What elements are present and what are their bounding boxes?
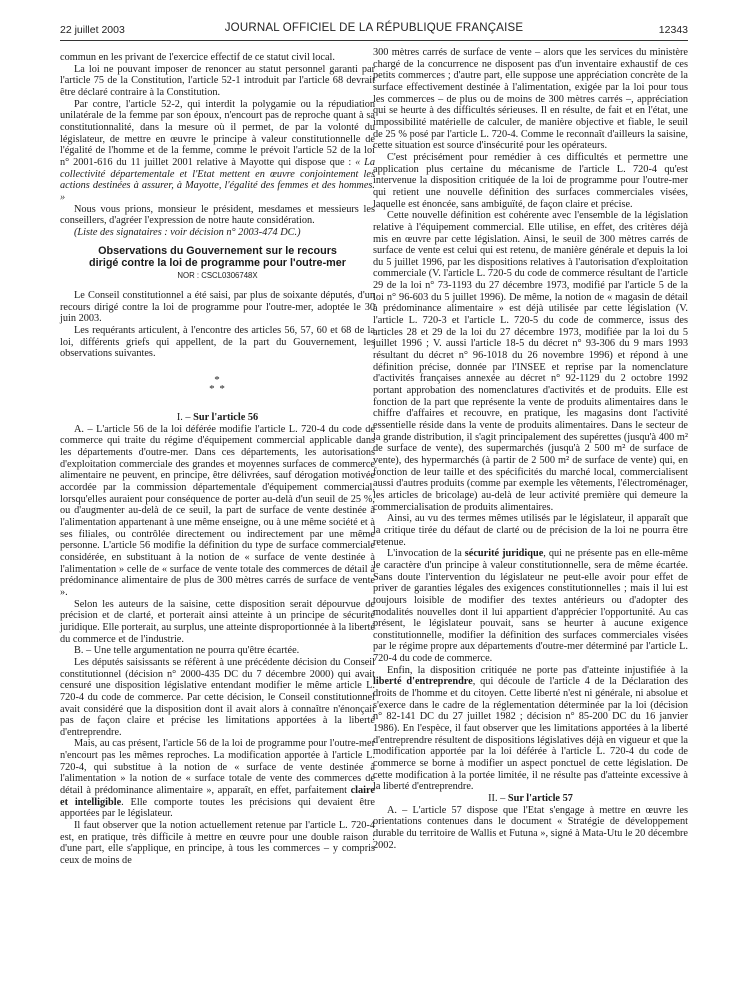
journal-title: JOURNAL OFFICIEL DE LA RÉPUBLIQUE FRANÇAISE [224, 22, 524, 34]
section-number: II. – [488, 793, 508, 804]
paragraph [373, 548, 688, 665]
paragraph [60, 738, 375, 820]
page-header [60, 22, 688, 40]
paragraph: Les requérants articulent, à l'encontre des articles 56, 57, 60 et 68 de la loi, différents griefs qui appellent, de la part du Gouvernement, les observations suivantes. [60, 325, 375, 360]
paragraph: Les députés saisissants se réfèrent à une précédente décision du Conseil constitutionnel (décision n° 2000-435 DC du 7 décembre 2000) qui avait censuré une disposition législative entendant modifier le même article L. 720-4 du code de commerce. Par cette décision, le Conseil constitutionnel avait considéré que la disposition dont il avait alors à connaître n'énonçait pas de façon claire et précise les limitations apportées à la liberté d'entreprendre. [60, 656, 375, 738]
emphasis: sécurité juridique [464, 548, 544, 560]
paragraph: A. – L'article 56 de la loi déférée modifie l'article L. 720-4 du code de commerce qui traite du régime d'équipement commercial applicable dans les départements d'outre-mer. Dans ces départements, les autorisations d'exploitation commerciale des grandes et moyennes surfaces de commerce alimentaire ne peuvent, en principe, être délivrées, sauf dérogation motivée accordée par la commission départementale d'équipement commercial, lorsqu'elles auraient pour conséquence de porter au-delà d'un seuil de 25 %, ou d'augmenter au-delà de ce seuil, la part de surface de vente destinée à l'alimentation appartenant à une même enseigne, ou à une même société et à ses filiales, ou contrôlée directement ou indirectement par une même personne. L'article 56 modifie la définition du type de surface commerciale considérée, en substituant à la notion de « surface de vente destinée à l'alimentation » celle de « surface de vente totale des commerces de détail à prédominance alimentaire de plus de 300 mètres carrés de surface de vente ». [60, 423, 375, 598]
paragraph: commun en les privant de l'exercice effectif de ce statut civil local. [60, 52, 335, 63]
emphasis: claire et intelligible [60, 785, 375, 808]
section-heading [373, 793, 688, 805]
section-title: Sur l'article 56 [193, 412, 259, 424]
paragraph: A. – L'article 57 dispose que l'Etat s'engage à mettre en œuvre les orientations contenues dans le document « Stratégie de développement durable du territoire de Wallis et Futuna », signé à Mata-Utu le 20 décembre 2002. [373, 804, 688, 851]
paragraph: Selon les auteurs de la saisine, cette disposition serait dépourvue de précision et de clarté, et porterait ainsi atteinte à un principe de sécurité juridique. Elle porterait, au surplus, une atteinte disproportionnée à la liberté du commerce et de l'industrie. [60, 598, 375, 645]
paragraph: Nous vous prions, monsieur le président, mesdames et messieurs les conseillers, d'agréer l'expression de notre haute considération. [60, 203, 375, 227]
paragraph-text: L'invocation de la [387, 548, 465, 560]
paragraph: Ainsi, au vu des termes mêmes utilisés par le législateur, il apparaît que la critique tirée du défaut de clarté ou de précision de la loi ne pourra être retenue. [373, 513, 688, 548]
paragraph [373, 665, 688, 793]
separator-star: * [214, 374, 221, 387]
separator-stars: * * [209, 383, 226, 396]
paragraph-text: . Elle comporte toutes les précisions qui devaient être apportées par le législateur. [60, 796, 375, 820]
paragraph: Il faut observer que la notion actuellement retenue par l'article L. 720-4 est, en pratique, très difficile à mettre en œuvre pour une double raison : d'une part, elle s'applique, en principe, à tous les commerces – y compris ceux de moins de [60, 820, 375, 867]
paragraph: C'est précisément pour remédier à ces difficultés et permettre une application plus certaine du mécanisme de l'article L. 720-4 qu'est intervenue la disposition critiquée de la loi de programme pour l'outre-mer qui retient une nouvelle définition des surfaces commerciales visées, laquelle est énoncée, sans ambiguïté, de façon claire et précise. [373, 151, 688, 210]
emphasis: liberté d'entreprendre [373, 676, 473, 688]
paragraph: Le Conseil constitutionnel a été saisi, par plus de soixante députés, d'un recours dirigé contre la loi de programme pour l'outre-mer, adoptée le 30 juin 2003. [60, 290, 375, 325]
issue-date: 22 juillet 2003 [60, 24, 125, 36]
paragraph: 300 mètres carrés de surface de vente – alors que les services du ministère chargé de la concurrence ne disposent pas d'un inventaire exhaustif de ces petits commerces ; d'autre part, elle suppose une appréciation concrète de la surface effectivement destinée à l'alimentation, exigée par la loi pour tous les commerces – de plus ou de moins de 300 mètres carrés –, appréciation qui se heurte à des difficultés sérieuses. Il en résulte, de fait et en l'état, une impossibilité matérielle de calculer, de manière objective et fiable, le seuil de 25 % posé par l'article L. 720-4. Comme le reconnaît d'ailleurs la saisine, cette situation est source d'insécurité pour les opérateurs. [373, 47, 688, 152]
paragraph: La loi ne pouvant imposer de renoncer au statut personnel garanti par l'article 75 de la Constitution, l'article 52-1 introduit par l'article 68 devrait être déclaré contraire à la Constitution. [60, 63, 375, 98]
paragraph-text: Enfin, la disposition critiquée ne porte pas d'atteinte injustifiée à la [387, 664, 688, 676]
left-column [60, 52, 375, 867]
paragraph-text: , qui découle de l'article 4 de la Déclaration des droits de l'homme et du citoyen. Cette liberté n'est ni générale, ni absolue et s'exerce dans le cadre de la réglementation déterminée par la loi (décision n° 82-141 DC du 27 juillet 1982 ; décision n° 85-200 DC du 16 janvier 1986). En l'espèce, il faut observer que les limitations apportées à la liberté d'entreprendre résultent de dispositions législatives déjà en vigueur et que la modification apportée par la loi déférée à l'article L. 720-4 du code de commerce se borne à modifier un aspect ponctuel de cette législation. De cette modification à la portée limitée, il ne résulte pas d'atteinte excessive à la liberté d'entreprendre. [373, 676, 688, 793]
paragraph [60, 99, 375, 204]
signatories-note: (Liste des signataires : voir décision n° 2003-474 DC.) [74, 226, 301, 238]
nor-reference: NOR : CSCL0306748X [177, 270, 258, 280]
section-separator [60, 376, 375, 394]
paragraph: Cette nouvelle définition est cohérente avec l'ensemble de la législation relative à l'équipement commercial. Elle utilise, en effet, des critères déjà mis en œuvre par cette législation. Ainsi, le seuil de 300 mètres carrés de surface de vente est celui qui est retenu, de manière générale et depuis la loi du 5 juillet 1996, par les dispositions relatives à l'autorisation d'exploitation commerciale (V. l'article L. 720-5 du code de commerce résultant de l'article 29 de la loi n° 73-1193 du 27 décembre 1973, modifié par l'article 5 de la loi n° 96-603 du 5 juillet 1996). De même, la notion de « magasin de détail à prédominance alimentaire » est déjà utilisée par cette législation (V. l'article L. 720-3 et l'article L. 720-5 du code de commerce, issus des articles 28 et 29 de la loi du 27 décembre 1973, modifiée par la loi du 5 juillet 1996 ; V. aussi l'article 18-5 du décret n° 93-306 du 9 mars 1993 résultant du décret n° 96-1018 du 26 novembre 1996) et répond à une définition précise, donnée par l'INSEE et reprise par la nomenclature d'activités françaises annexée au décret n° 92-1129 du 2 octobre 1992 portant approbation des nomenclatures d'activités et de produits. Elle est fonction de la part que représente la vente de produits alimentaires dans le chiffre d'affaires et recouvre, en pratique, les magasins dont l'activité essentielle réside dans la vente de produits alimentaires. Dans le secteur de la grande distribution, il s'agit principalement des supérettes (jusqu'à 400 m² de surface de vente), des supermarchés (jusqu'à 2 500 m² de surface de vente), des hypermarchés (à partir de 2 500 m² de surface de vente) qui, en fonction de leur taille et des spécificités du marché local, commercialisent aussi d'autres produits (comme par exemple les vêtements, l'électroménager, les articles de bricolage) au-delà de leur activité première qui demeure la commercialisation de produits alimentaires. [373, 210, 688, 513]
section-title: Sur l'article 57 [507, 793, 573, 804]
observations-title-line: dirigé contre la loi de programme pour l'outre-mer [89, 256, 346, 269]
paragraph-text: Mais, au cas présent, l'article 56 de la loi de programme pour l'outre-mer n'encourt pas les mêmes reproches. La modification apportée à l'article L. 720-4, qui substitue à la notion de « surface de vente destinée à l'alimentation » la notion de « surface totale de vente des commerces de détail à prédominance alimentaire », apparaît, en effet, parfaitement [60, 738, 375, 797]
observations-title-line: Observations du Gouvernement sur le recours [98, 244, 337, 257]
observations-title [60, 245, 375, 269]
paragraph-text: , qui ne présente pas en elle-même le caractère d'un principe à valeur constitutionnelle, sera de même écartée. Sans doute l'intervention du législateur ne peut-elle avoir pour effet de priver de garanties légales des exigences constitutionnelles ; mais il lui est toujours loisible de modifier des textes antérieurs ou d'adopter des modalités nouvelles dont il lui appartient d'apprécier l'opportunité. Au cas présent, le législateur pouvait, sans se heurter à aucune exigence constitutionnelle, modifier la définition des surfaces commerciales visées par le régime propre aux départements d'outre-mer déterminé par l'article L. 720-4 du code de commerce. [373, 548, 688, 665]
paragraph: B. – Une telle argumentation ne pourra qu'être écartée. [74, 645, 300, 657]
header-rule [60, 40, 688, 41]
section-heading [60, 412, 375, 424]
page-number: 12343 [658, 24, 688, 36]
right-column [373, 47, 688, 851]
quotation: « La collectivité départementale et l'Etat mettent en œuvre conjointement les actions destinées à assurer, à Mayotte, l'égalité des femmes et des hommes. » [60, 156, 375, 203]
paragraph-text: Par contre, l'article 52-2, qui interdit la polygamie ou la répudiation unilatérale de la femme par son époux, n'encourt pas de reproche quant à sa constitutionnalité, dans la mesure où il permet, de par la volonté du législateur, de mettre en œuvre le principe à valeur constitutionnelle de l'égalité de l'homme et de la femme, comme le prévoit l'article 52 de la loi n° 2001-616 du 11 juillet 2001 relative à Mayotte qui dispose que : [60, 98, 375, 168]
section-number: I. – [176, 412, 194, 424]
